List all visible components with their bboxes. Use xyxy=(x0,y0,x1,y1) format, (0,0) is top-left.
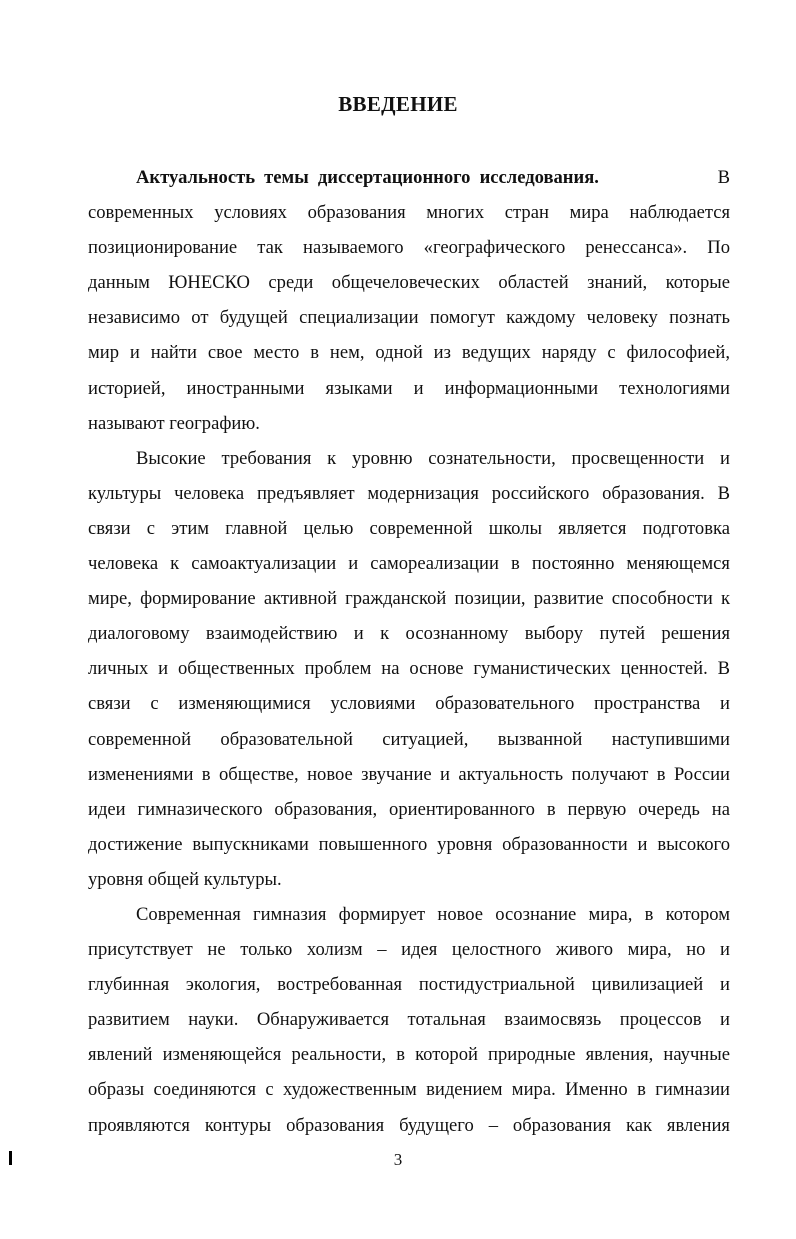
text-line: мире, формирование активной гражданской позиции, развитие способности к xyxy=(88,588,730,610)
text-line: современной образовательной ситуацией, вызванной наступившими xyxy=(88,728,730,750)
page-number: 3 xyxy=(393,1150,403,1169)
paragraph-lead: Актуальность темы диссертационного исследования. xyxy=(136,167,599,188)
text-line: развитием науки. Обнаруживается тотальная взаимосвязь процессов и xyxy=(88,1009,730,1031)
paragraph-requirements xyxy=(88,441,730,897)
paragraph-gymnasium xyxy=(88,897,730,1143)
text-line: называют географию. xyxy=(88,412,260,434)
text-line: изменениями в обществе, новое звучание и актуальность получают в России xyxy=(88,763,730,785)
text-line: присутствует не только холизм – идея целостного живого мира, но и xyxy=(88,939,730,961)
text-line: глубинная экология, востребованная постидустриальной цивилизацией и xyxy=(88,974,730,996)
text-line: современных условиях образования многих стран мира наблюдается xyxy=(88,202,730,224)
text-line: связи с изменяющимися условиями образовательного пространства и xyxy=(88,693,730,715)
text-line: достижение выпускниками повышенного уровня образованности и высокого xyxy=(88,833,730,855)
text-line: Современная гимназия формирует новое осознание мира, в котором xyxy=(136,903,730,925)
text-line: данным ЮНЕСКО среди общечеловеческих областей знаний, которые xyxy=(88,272,730,294)
text-line: диалоговому взаимодействию и к осознанному выбору путей решения xyxy=(88,623,730,645)
text-line: явлений изменяющейся реальности, в которой природные явления, научные xyxy=(88,1044,730,1066)
text-line: Актуальность темы диссертационного исследования. В xyxy=(136,167,730,188)
page-title: ВВЕДЕНИЕ xyxy=(338,92,458,116)
text-line: историей, иностранными языками и информационными технологиями xyxy=(88,377,730,399)
text-line: уровня общей культуры. xyxy=(88,868,282,890)
text-line: образы соединяются с художественным видением мира. Именно в гимназии xyxy=(88,1079,730,1101)
body-text xyxy=(88,160,730,1143)
text-line: человека к самоактуализации и самореализации в постоянно меняющемся xyxy=(88,553,730,575)
text-line: независимо от будущей специализации помогут каждому человеку познать xyxy=(88,307,730,329)
text-line: связи с этим главной целью современной школы является подготовка xyxy=(88,517,730,539)
text-line: Высокие требования к уровню сознательности, просвещенности и xyxy=(136,447,730,469)
text-line: позиционирование так называемого «географического ренессанса». По xyxy=(88,237,730,259)
text-line: мир и найти свое место в нем, одной из ведущих наряду с философией, xyxy=(88,342,730,364)
text-line: идеи гимназического образования, ориентированного в первую очередь на xyxy=(88,798,730,820)
paragraph-relevance xyxy=(88,160,730,441)
text-line: личных и общественных проблем на основе гуманистических ценностей. В xyxy=(88,658,730,680)
text-line: культуры человека предъявляет модернизация российского образования. В xyxy=(88,482,730,504)
text-line: проявляются контуры образования будущего – образования как явления xyxy=(88,1114,730,1136)
